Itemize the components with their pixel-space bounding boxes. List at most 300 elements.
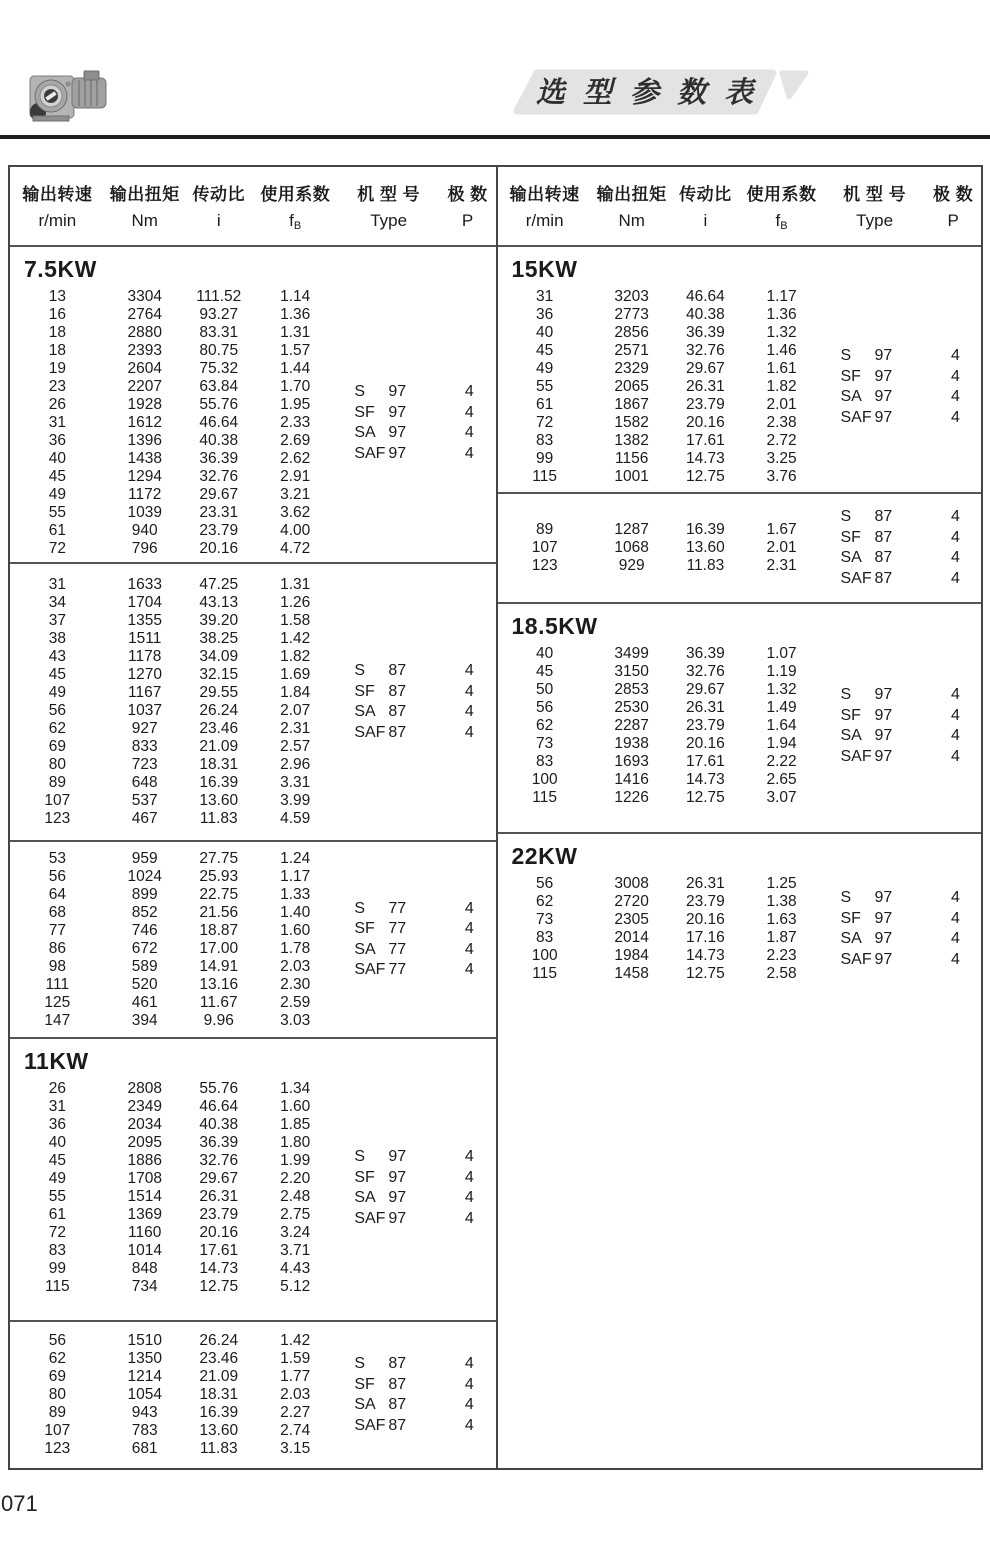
model-size: 97 — [388, 1148, 407, 1166]
cell-service-factor: 3.99 — [280, 792, 311, 809]
cell-speed: 49 — [48, 1170, 66, 1187]
model-size: 97 — [388, 424, 407, 442]
cell-speed: 37 — [48, 612, 66, 629]
model-name: S — [354, 899, 365, 917]
cell-service-factor: 1.80 — [280, 1134, 311, 1151]
cell-service-factor: 1.42 — [280, 1332, 311, 1349]
model-name: SA — [840, 930, 862, 948]
cell-torque: 2720 — [614, 893, 649, 910]
cell-torque: 2349 — [127, 1098, 162, 1115]
cell-speed: 83 — [48, 1242, 66, 1259]
cell-torque: 1582 — [614, 414, 649, 431]
cell-speed: 123 — [44, 1440, 71, 1457]
cell-ratio: 26.24 — [199, 1332, 239, 1349]
cell-service-factor: 2.69 — [280, 432, 311, 449]
cell-torque: 1226 — [614, 789, 649, 806]
cell-ratio: 29.67 — [199, 486, 239, 503]
cell-torque: 1928 — [127, 396, 162, 413]
table-row — [10, 1260, 496, 1278]
cell-ratio: 14.73 — [685, 450, 725, 467]
cell-ratio: 21.56 — [199, 903, 239, 921]
cell-speed: 55 — [48, 504, 66, 521]
cell-speed: 31 — [48, 1098, 66, 1115]
model-type-row — [820, 950, 980, 971]
table-row — [10, 576, 496, 594]
cell-ratio: 39.20 — [199, 612, 239, 629]
cell-ratio: 36.39 — [685, 324, 725, 341]
cell-service-factor: 4.59 — [280, 810, 311, 827]
cell-torque: 2287 — [614, 717, 649, 734]
pole-count: 4 — [464, 1396, 474, 1414]
cell-torque: 461 — [131, 993, 158, 1011]
cell-speed: 45 — [536, 342, 554, 359]
gearmotor-image — [28, 64, 116, 128]
cell-torque: 1172 — [128, 486, 162, 503]
cell-torque: 681 — [131, 1440, 158, 1457]
pole-count: 4 — [951, 930, 960, 948]
model-size: 87 — [388, 662, 407, 680]
cell-speed: 55 — [536, 378, 554, 395]
model-name: SF — [840, 367, 861, 385]
cell-speed: 23 — [48, 378, 66, 395]
table-row — [498, 450, 982, 468]
table-row — [10, 612, 496, 630]
model-size: 87 — [388, 1375, 407, 1393]
cell-speed: 73 — [536, 911, 554, 928]
pole-count: 4 — [464, 403, 474, 421]
cell-ratio: 32.15 — [199, 666, 239, 683]
cell-torque: 1024 — [127, 867, 162, 885]
cell-service-factor: 4.72 — [280, 540, 311, 557]
cell-torque: 2530 — [614, 699, 649, 716]
cell-ratio: 29.67 — [199, 1170, 239, 1187]
cell-service-factor: 3.31 — [280, 774, 311, 791]
cell-service-factor: 1.49 — [766, 699, 797, 716]
cell-ratio: 14.73 — [199, 1260, 239, 1277]
table-row — [498, 663, 982, 681]
cell-speed: 115 — [532, 965, 557, 982]
cell-service-factor: 1.70 — [280, 378, 311, 395]
unit-type: Type — [856, 211, 894, 230]
cell-service-factor: 2.07 — [280, 702, 311, 719]
table-row — [10, 504, 496, 522]
cell-torque: 520 — [131, 975, 158, 993]
header-model: 机 型 号 — [843, 185, 907, 204]
model-size: 87 — [388, 703, 407, 721]
cell-ratio: 32.76 — [199, 1152, 239, 1169]
cell-speed: 80 — [48, 756, 66, 773]
cell-ratio: 14.73 — [685, 771, 725, 788]
pole-count: 4 — [951, 508, 960, 526]
pole-count: 4 — [951, 367, 960, 385]
model-name: SF — [354, 403, 375, 421]
cell-ratio: 46.64 — [199, 414, 239, 431]
model-type-row — [820, 888, 980, 909]
cell-speed: 18 — [48, 324, 66, 341]
cell-ratio: 40.38 — [199, 432, 239, 449]
model-type-row — [334, 940, 494, 961]
cell-ratio: 12.75 — [685, 965, 725, 982]
cell-speed: 45 — [48, 666, 66, 683]
cell-service-factor: 2.38 — [766, 414, 797, 431]
model-name: S — [354, 662, 365, 680]
cell-service-factor: 2.74 — [280, 1422, 311, 1439]
cell-ratio: 11.83 — [686, 557, 725, 574]
cell-torque: 2207 — [127, 378, 162, 395]
table-row — [10, 486, 496, 504]
cell-torque: 1068 — [614, 539, 649, 556]
cell-torque: 1633 — [127, 576, 162, 593]
cell-speed: 98 — [48, 957, 66, 975]
data-rows — [10, 850, 496, 1030]
table-row — [10, 1242, 496, 1260]
section-title: 7.5KW — [24, 256, 97, 282]
model-name: S — [840, 889, 852, 907]
table-row — [498, 306, 982, 324]
model-type-list — [820, 346, 980, 428]
cell-service-factor: 2.20 — [280, 1170, 311, 1187]
cell-speed: 61 — [48, 1206, 66, 1223]
spec-block — [10, 562, 496, 840]
cell-torque: 2393 — [127, 342, 162, 359]
cell-service-factor: 3.21 — [280, 486, 311, 503]
model-size: 97 — [874, 950, 893, 968]
cell-torque: 899 — [131, 885, 158, 903]
model-type-row — [820, 747, 980, 768]
cell-service-factor: 5.12 — [280, 1278, 311, 1295]
model-type-row — [820, 408, 980, 429]
model-size: 87 — [874, 508, 893, 526]
cell-torque: 3008 — [614, 875, 649, 892]
cell-speed: 49 — [48, 684, 66, 701]
pole-count: 4 — [464, 920, 474, 938]
cell-service-factor: 4.43 — [280, 1260, 311, 1277]
cell-ratio: 32.76 — [685, 663, 725, 680]
unit-fb: $f_B$ — [289, 211, 302, 232]
cell-speed: 89 — [48, 1404, 66, 1421]
unit-nm: Nm — [618, 211, 645, 230]
cell-ratio: 23.31 — [199, 504, 239, 521]
cell-speed: 107 — [44, 792, 71, 809]
cell-ratio: 43.13 — [199, 594, 239, 611]
unit-rpm: r/min — [38, 211, 77, 230]
cell-service-factor: 1.25 — [766, 875, 797, 892]
model-type-row — [334, 1416, 494, 1437]
cell-service-factor: 1.82 — [766, 378, 797, 395]
pole-count: 4 — [464, 723, 474, 741]
cell-torque: 1396 — [127, 432, 162, 449]
model-size: 87 — [388, 1396, 407, 1414]
cell-ratio: 17.00 — [199, 939, 239, 957]
cell-speed: 56 — [536, 699, 554, 716]
cell-speed: 40 — [536, 645, 554, 662]
cell-service-factor: 2.62 — [280, 450, 311, 467]
cell-service-factor: 1.99 — [280, 1152, 311, 1169]
cell-torque: 1886 — [127, 1152, 162, 1169]
cell-ratio: 38.25 — [199, 630, 239, 647]
unit-nm: Nm — [131, 211, 158, 230]
model-name: SAF — [840, 747, 872, 765]
table-row — [10, 1098, 496, 1116]
table-row — [10, 306, 496, 324]
cell-torque: 2856 — [614, 324, 649, 341]
cell-service-factor: 1.36 — [280, 306, 311, 323]
model-size: 77 — [388, 940, 407, 958]
cell-speed: 45 — [48, 468, 66, 485]
table-body-left — [10, 247, 496, 1468]
pole-count: 4 — [951, 950, 960, 968]
header-output-speed: 输出转速 — [509, 185, 580, 204]
cell-ratio: 36.39 — [199, 450, 239, 467]
cell-ratio: 36.39 — [685, 645, 725, 662]
cell-torque: 1612 — [127, 414, 162, 431]
cell-ratio: 23.79 — [685, 396, 725, 413]
model-type-row — [334, 899, 494, 920]
model-type-list — [820, 507, 980, 589]
cell-service-factor: 2.33 — [280, 414, 311, 431]
section-title: 15KW — [511, 256, 578, 282]
cell-ratio: 17.61 — [199, 1242, 239, 1259]
cell-ratio: 13.60 — [685, 539, 725, 556]
cell-torque: 1867 — [614, 396, 649, 413]
cell-torque: 2065 — [614, 378, 649, 395]
table-row — [498, 771, 982, 789]
pole-count: 4 — [951, 747, 960, 765]
cell-ratio: 23.46 — [199, 1350, 239, 1367]
cell-speed: 40 — [536, 324, 554, 341]
cell-ratio: 17.61 — [685, 753, 725, 770]
cell-torque: 852 — [131, 903, 158, 921]
cell-torque: 1355 — [127, 612, 162, 629]
header-service-factor: 使用系数 — [260, 185, 331, 204]
cell-torque: 943 — [131, 1404, 158, 1421]
data-rows — [498, 875, 982, 983]
model-size: 97 — [874, 889, 893, 907]
table-row — [10, 1012, 496, 1030]
cell-service-factor: 2.31 — [280, 720, 311, 737]
cell-service-factor: 2.23 — [766, 947, 797, 964]
cell-torque: 3150 — [614, 663, 649, 680]
cell-speed: 123 — [44, 810, 71, 827]
section-title: 11KW — [24, 1048, 89, 1074]
model-name: SAF — [354, 961, 386, 979]
model-type-list — [334, 382, 494, 464]
cell-service-factor: 1.26 — [280, 594, 311, 611]
table-row — [10, 1116, 496, 1134]
cell-speed: 83 — [536, 753, 554, 770]
cell-torque: 1039 — [127, 504, 162, 521]
cell-speed: 69 — [48, 738, 66, 755]
cell-ratio: 11.83 — [199, 810, 238, 827]
table-body-right — [498, 247, 982, 1468]
table-row — [10, 468, 496, 486]
cell-torque: 929 — [618, 557, 645, 574]
cell-torque: 1156 — [614, 450, 649, 467]
model-type-row — [334, 723, 494, 744]
pole-count: 4 — [464, 899, 474, 917]
cell-ratio: 75.32 — [199, 360, 239, 377]
cell-service-factor: 1.24 — [280, 849, 311, 867]
cell-ratio: 17.61 — [685, 432, 725, 449]
cell-service-factor: 4.00 — [280, 522, 311, 539]
model-name: SA — [354, 424, 376, 442]
column-header — [498, 167, 982, 247]
cell-speed: 115 — [532, 468, 557, 485]
cell-service-factor: 1.36 — [766, 306, 797, 323]
cell-service-factor: 2.59 — [280, 993, 311, 1011]
model-type-row — [334, 1375, 494, 1396]
cell-ratio: 27.75 — [199, 849, 239, 867]
cell-ratio: 26.31 — [685, 875, 725, 892]
cell-speed: 73 — [536, 735, 554, 752]
cell-speed: 115 — [44, 1278, 70, 1295]
model-name: S — [354, 1148, 365, 1166]
cell-ratio: 16.39 — [685, 521, 725, 538]
model-type-row — [820, 387, 980, 408]
cell-speed: 61 — [536, 396, 554, 413]
model-type-row — [334, 382, 494, 403]
pole-count: 4 — [464, 940, 474, 958]
cell-speed: 49 — [48, 486, 66, 503]
spec-block — [498, 492, 982, 602]
table-row — [10, 756, 496, 774]
cell-service-factor: 3.24 — [280, 1224, 311, 1241]
model-name: S — [840, 508, 852, 526]
cell-torque: 1510 — [127, 1332, 162, 1349]
pole-count: 4 — [951, 388, 960, 406]
model-type-row — [334, 1168, 494, 1189]
model-type-row — [334, 1209, 494, 1230]
cell-speed: 31 — [48, 414, 66, 431]
pole-count: 4 — [464, 961, 474, 979]
cell-speed: 77 — [48, 921, 66, 939]
cell-ratio: 80.75 — [199, 342, 239, 359]
pole-count: 4 — [951, 347, 960, 365]
model-name: SA — [354, 940, 376, 958]
model-name: SAF — [840, 569, 872, 587]
cell-ratio: 29.55 — [199, 684, 239, 701]
model-type-row — [334, 1147, 494, 1168]
cell-service-factor: 2.01 — [766, 539, 797, 556]
cell-torque: 1704 — [127, 594, 162, 611]
cell-ratio: 14.73 — [685, 947, 725, 964]
pole-count: 4 — [464, 1375, 474, 1393]
cell-service-factor: 1.60 — [280, 921, 311, 939]
cell-service-factor: 3.76 — [766, 468, 797, 485]
pole-count: 4 — [951, 706, 960, 724]
cell-ratio: 14.91 — [199, 957, 239, 975]
model-name: SAF — [354, 723, 386, 741]
cell-torque: 1160 — [128, 1224, 162, 1241]
header-output-torque: 输出扭矩 — [596, 185, 667, 204]
pole-count: 4 — [464, 1168, 474, 1186]
table-row — [10, 360, 496, 378]
cell-ratio: 47.25 — [199, 576, 239, 593]
cell-service-factor: 2.03 — [280, 957, 311, 975]
cell-service-factor: 1.32 — [766, 324, 797, 341]
cell-ratio: 16.39 — [199, 774, 239, 791]
cell-service-factor: 2.57 — [280, 738, 311, 755]
cell-torque: 3304 — [127, 288, 162, 305]
model-name: SF — [840, 528, 861, 546]
cell-speed: 80 — [48, 1386, 66, 1403]
cell-ratio: 23.46 — [199, 720, 239, 737]
spec-block — [10, 1037, 496, 1320]
cell-torque: 1350 — [127, 1350, 162, 1367]
cell-ratio: 20.16 — [199, 1224, 239, 1241]
pole-count: 4 — [951, 549, 960, 567]
model-type-row — [334, 661, 494, 682]
cell-speed: 36 — [536, 306, 554, 323]
pole-count: 4 — [951, 909, 960, 927]
section-title: 18.5KW — [511, 613, 598, 639]
table-row — [498, 288, 982, 306]
cell-torque: 1270 — [127, 666, 162, 683]
cell-speed: 62 — [536, 893, 554, 910]
model-type-row — [334, 1354, 494, 1375]
cell-ratio: 18.87 — [199, 921, 239, 939]
model-name: SF — [840, 909, 861, 927]
header-poles: 极 数 — [933, 185, 974, 204]
model-type-row — [820, 909, 980, 930]
cell-service-factor: 1.85 — [280, 1116, 311, 1133]
cell-torque: 1054 — [127, 1386, 162, 1403]
pole-count: 4 — [951, 686, 960, 704]
model-size: 97 — [874, 706, 893, 724]
cell-service-factor: 1.94 — [766, 735, 797, 752]
cell-torque: 796 — [131, 540, 158, 557]
cell-ratio: 21.09 — [199, 1368, 239, 1385]
cell-speed: 56 — [48, 702, 66, 719]
cell-ratio: 23.79 — [685, 717, 725, 734]
model-type-row — [820, 367, 980, 388]
model-type-row — [334, 960, 494, 981]
model-name: S — [354, 383, 365, 401]
cell-torque: 1287 — [614, 521, 649, 538]
header-row-chinese — [498, 180, 982, 205]
table-row — [10, 774, 496, 792]
model-type-row — [820, 528, 980, 549]
cell-service-factor: 2.96 — [280, 756, 311, 773]
cell-speed: 19 — [48, 360, 66, 377]
model-type-row — [820, 569, 980, 590]
cell-service-factor: 1.67 — [766, 521, 797, 538]
pole-count: 4 — [464, 1209, 474, 1227]
cell-speed: 16 — [48, 306, 66, 323]
model-size: 97 — [874, 347, 893, 365]
cell-speed: 40 — [48, 450, 66, 467]
cell-torque: 1167 — [128, 684, 162, 701]
cell-service-factor: 2.27 — [280, 1404, 311, 1421]
cell-speed: 107 — [531, 539, 558, 556]
model-size: 97 — [874, 747, 893, 765]
cell-torque: 833 — [131, 738, 158, 755]
cell-speed: 72 — [536, 414, 554, 431]
cell-service-factor: 1.57 — [280, 342, 311, 359]
cell-service-factor: 2.48 — [280, 1188, 311, 1205]
pole-count: 4 — [464, 1416, 474, 1434]
table-row — [10, 1440, 496, 1458]
pole-count: 4 — [951, 528, 960, 546]
cell-torque: 1178 — [128, 648, 162, 665]
cell-service-factor: 1.38 — [766, 893, 797, 910]
model-size: 87 — [388, 1416, 407, 1434]
cell-speed: 55 — [48, 1188, 66, 1205]
cell-ratio: 55.76 — [199, 396, 239, 413]
unit-fb: $f_B$ — [775, 211, 788, 232]
cell-torque: 723 — [131, 756, 158, 773]
page-number: 071 — [1, 1491, 38, 1516]
